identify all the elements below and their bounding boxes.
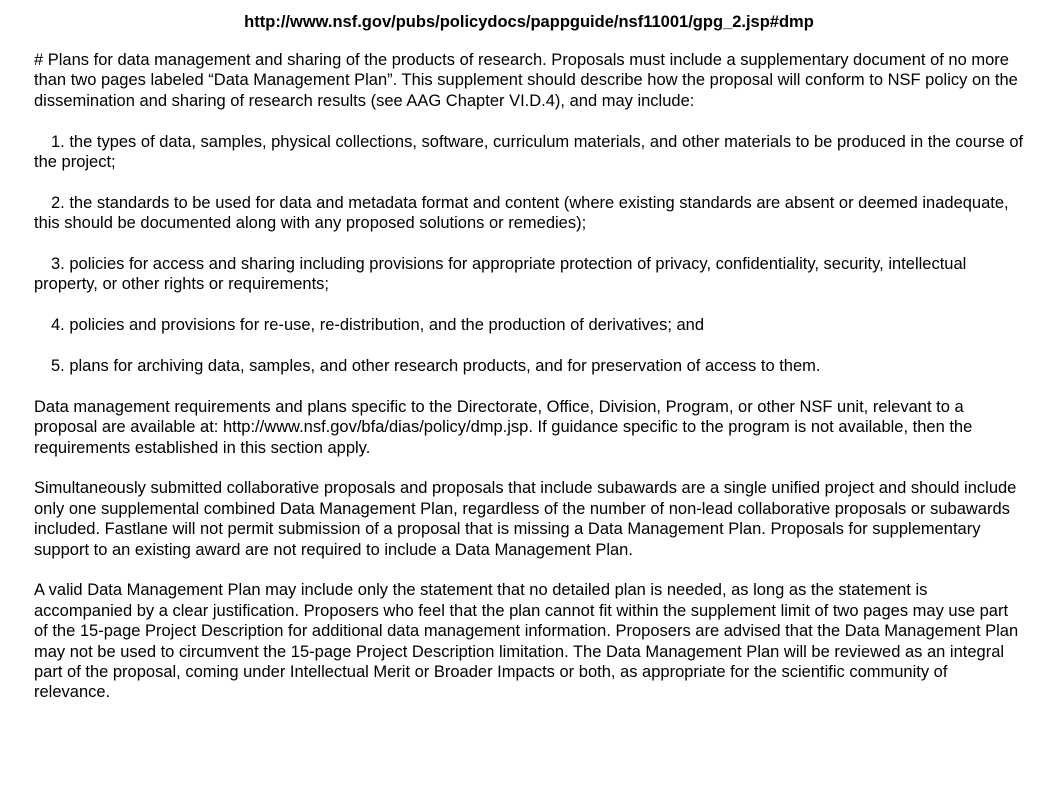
valid-plan-paragraph: A valid Data Management Plan may include only the statement that no detailed plan is needed, as long as the statement is accompanied by a clear justification. Proposers who feel that the plan cannot fit within the supplement limit of two pages may use part of the 15-page Project Description for additional data management information. Proposers are advised that the Data Management Plan may not be used to circumvent the 15-page Project Description limitation. The Data Management Plan will be reviewed as an integral part of the proposal, coming under Intellectual Merit or Broader Impacts or both, as appropriate for the scientific community of relevance.: [34, 581, 1019, 702]
document-body: [34, 50, 1026, 703]
list-item: 3. policies for access and sharing including provisions for appropriate protection of privacy, confidentiality, security, intellectual property, or other rights or requirements;: [34, 255, 967, 294]
page-title-url: http://www.nsf.gov/pubs/policydocs/pappguide/nsf11001/gpg_2.jsp#dmp: [244, 13, 814, 31]
intro-paragraph: # Plans for data management and sharing of the products of research. Proposals must include a supplementary document of no more than two pages labeled “Data Management Plan”. This supplement should describe how the proposal will conform to NSF policy on the dissemination and sharing of research results (see AAG Chapter VI.D.4), and may include:: [34, 51, 1018, 110]
list-item: 5. plans for archiving data, samples, and other research products, and for preservation of access to them.: [51, 357, 821, 376]
requirements-paragraph: Data management requirements and plans specific to the Directorate, Office, Division, Program, or other NSF unit, relevant to a proposal are available at: http://www.nsf.gov/bfa/dias/policy/dmp.jsp. If guidance specific to the program is not available, then the requirements established in this section apply.: [34, 397, 973, 457]
collaborative-paragraph: Simultaneously submitted collaborative proposals and proposals that include subawards are a single unified project and should include only one supplemental combined Data Management Plan, regardless of the number of non-lead collaborative proposals or subawards included. Fastlane will not permit submission of a proposal that is missing a Data Management Plan. Proposals for supplementary support to an existing award are not required to include a Data Management Plan.: [34, 479, 1017, 559]
list-item: 4. policies and provisions for re-use, re-distribution, and the production of derivatives; and: [51, 316, 705, 335]
list-item: 2. the standards to be used for data and metadata format and content (where existing standards are absent or deemed inadequate, this should be documented along with any proposed solutions or remedies);: [34, 193, 1009, 233]
list-item: 1. the types of data, samples, physical collections, software, curriculum materials, and other materials to be produced in the course of the project;: [34, 132, 1024, 172]
